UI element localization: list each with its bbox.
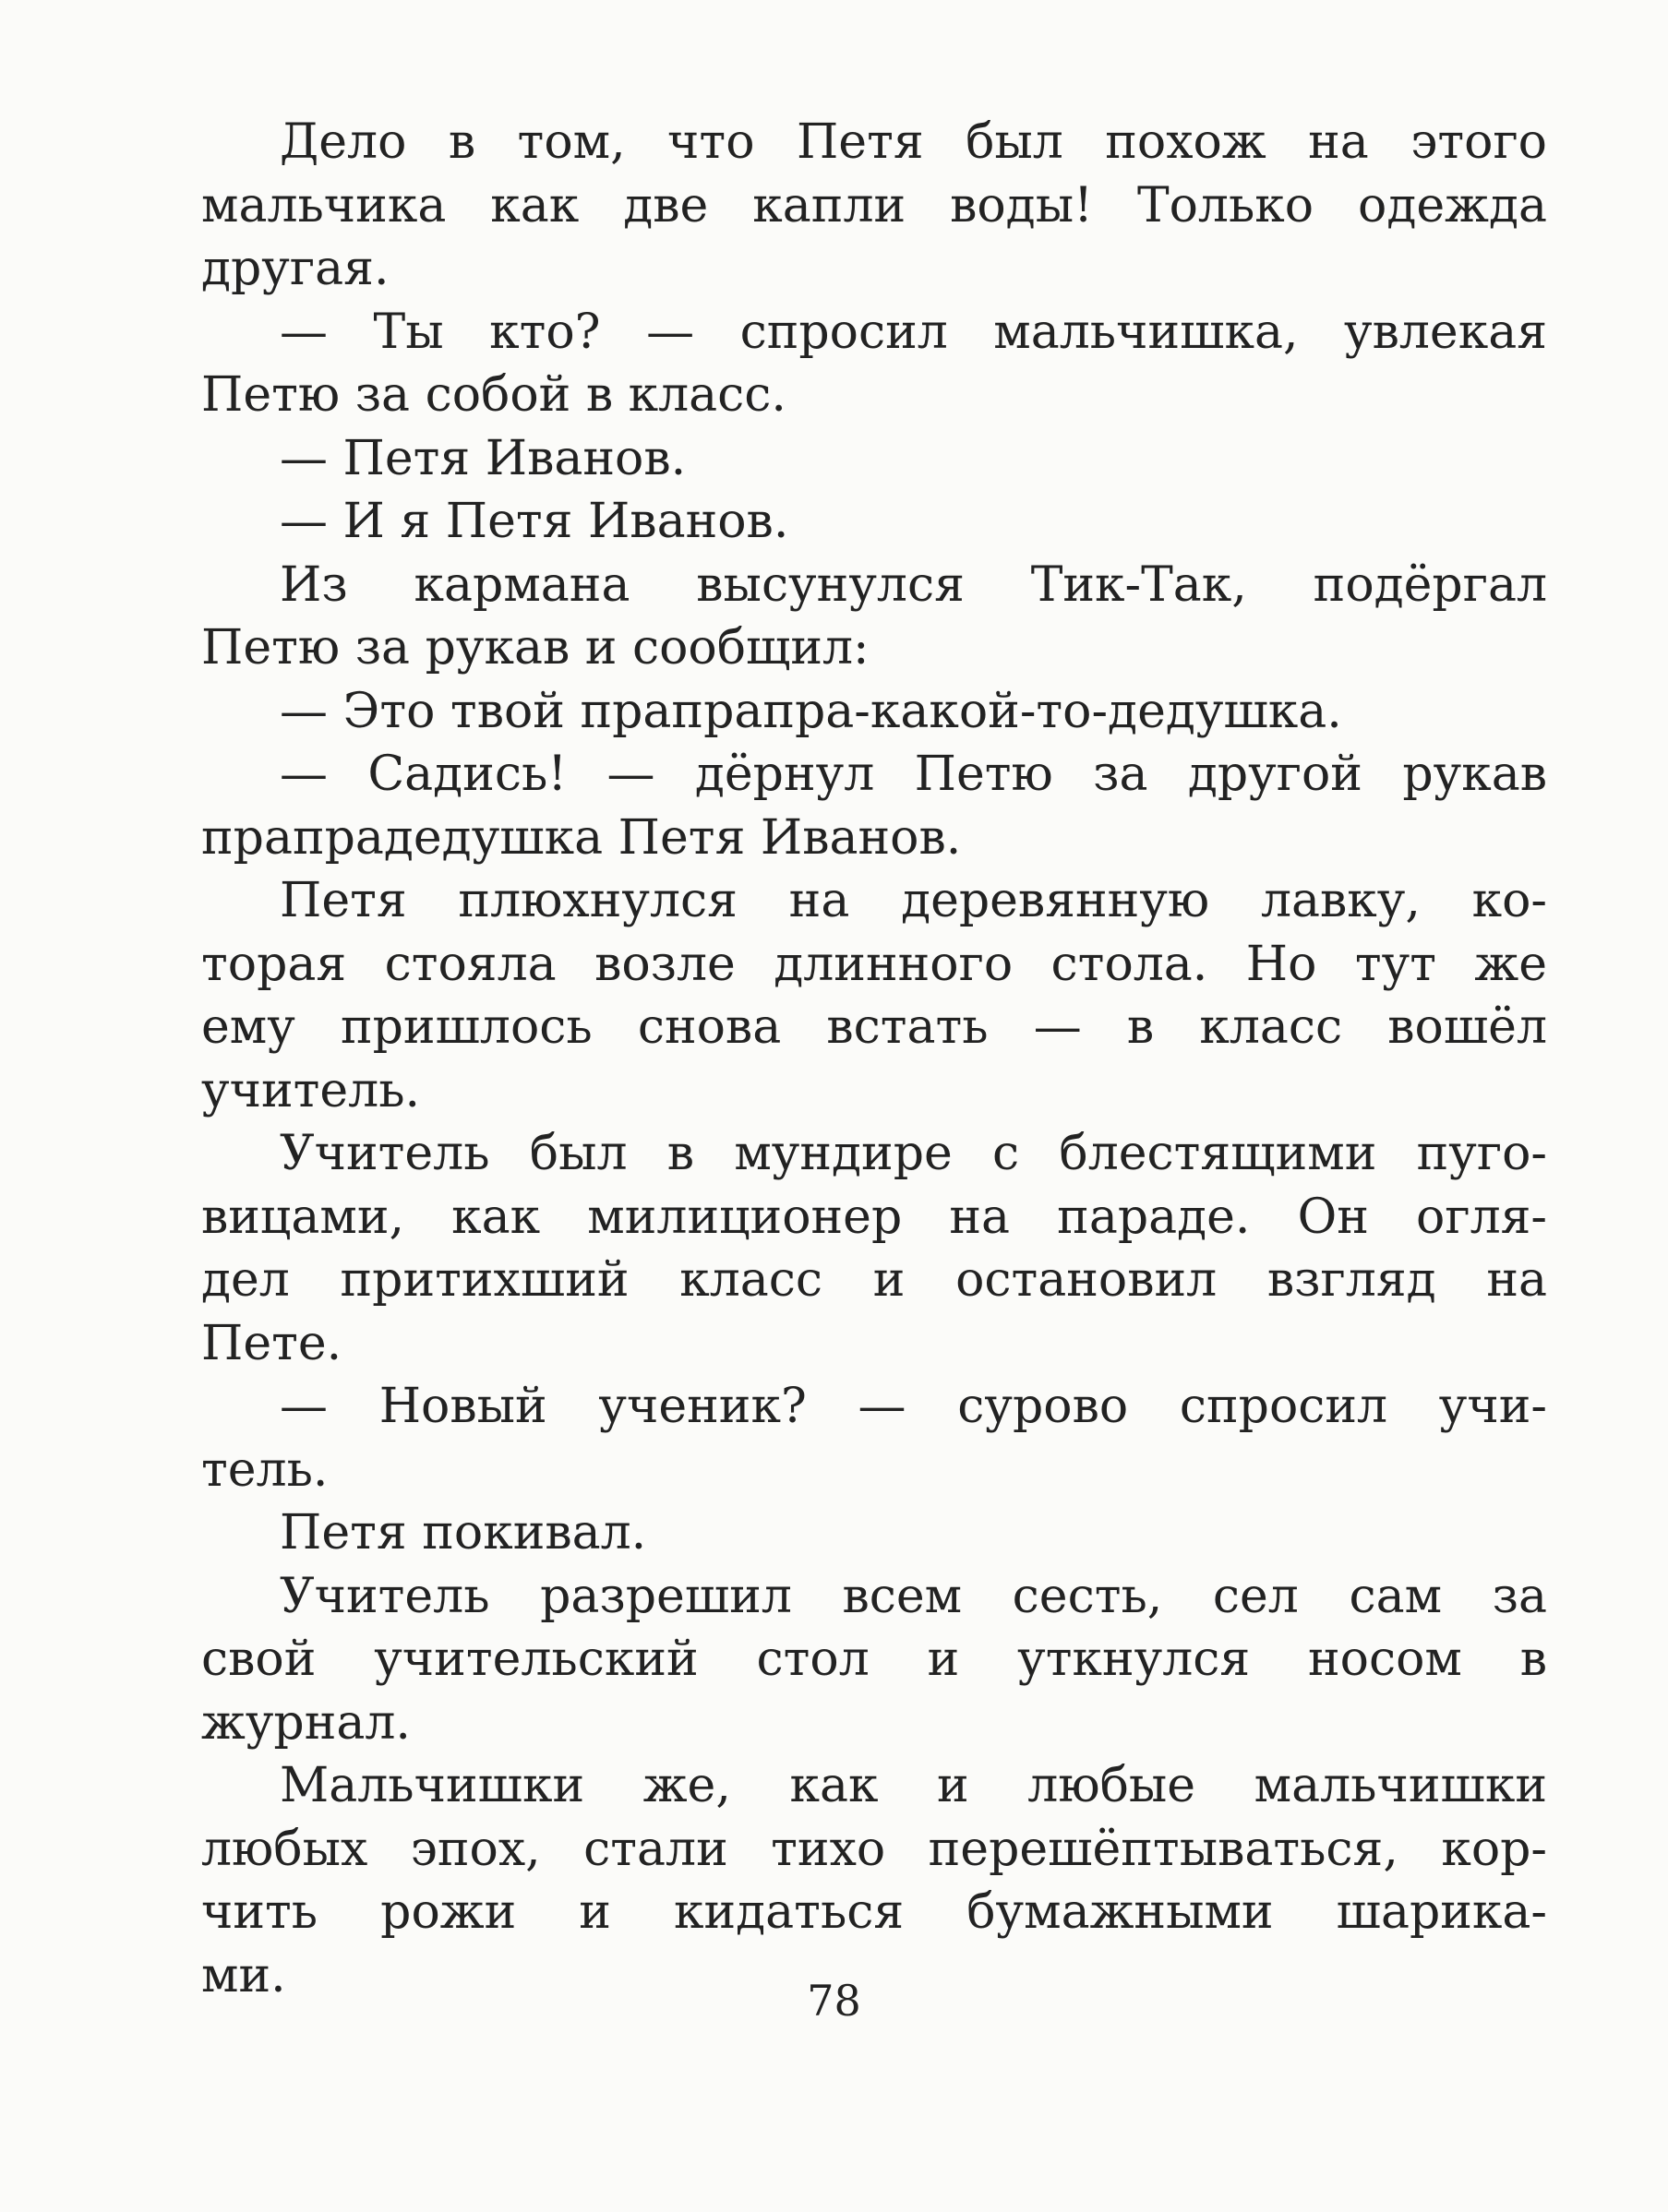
text-line: учитель. (201, 1062, 421, 1118)
text-line: тель. (201, 1441, 329, 1498)
text-line: — Новый ученик? — сурово спросил учи- (280, 1379, 1547, 1434)
text-line: дел притихший класс и остановил взгляд на (201, 1252, 1547, 1308)
text-line: — Это твой прапрапра-какой-то-дедушка. (280, 683, 1342, 739)
text-line: Учитель был в мундире с блестящими пуго- (280, 1126, 1547, 1181)
text-line: — И я Петя Иванов. (280, 494, 789, 549)
text-line: вицами, как милиционер на параде. Он огля- (201, 1189, 1547, 1245)
text-line: Дело в том, что Петя был похож на этого (280, 114, 1547, 170)
text-line: ми. (201, 1947, 286, 2003)
text-line: — Петя Иванов. (280, 430, 687, 486)
text-line: Мальчишки же, как и любые мальчишки (280, 1758, 1547, 1813)
page-text (201, 111, 1547, 2007)
text-line: Учитель разрешил всем сесть, сел сам за (280, 1568, 1547, 1624)
text-line: журнал. (201, 1694, 411, 1751)
text-line: — Садись! — дёрнул Петю за другой рукав (280, 747, 1547, 802)
text-line: Петю за собой в класс. (201, 367, 786, 423)
text-line: чить рожи и кидаться бумажными шарика- (201, 1884, 1547, 1940)
text-line: мальчика как две капли воды! Только одежда (201, 177, 1547, 233)
text-line: другая. (201, 241, 390, 296)
text-line: ему пришлось снова встать — в класс вошёл (201, 999, 1547, 1055)
text-line: — Ты кто? — спросил мальчишка, увлекая (280, 304, 1547, 360)
text-line: Пете. (201, 1315, 342, 1371)
text-line: торая стояла возле длинного стола. Но тут же (201, 936, 1547, 992)
text-line: Из кармана высунулся Тик-Так, подёргал (280, 556, 1547, 613)
text-line: свой учительский стол и уткнулся носом в (201, 1632, 1547, 1687)
text-line: Петю за рукав и сообщил: (201, 620, 870, 676)
text-line: прапрадедушка Петя Иванов. (201, 809, 962, 866)
text-line: Петя плюхнулся на деревянную лавку, ко- (280, 873, 1547, 928)
page-number: 78 (807, 1976, 861, 2026)
text-line: Петя покивал. (280, 1505, 647, 1560)
text-line: любых эпох, стали тихо перешёптываться, кор- (201, 1821, 1547, 1877)
